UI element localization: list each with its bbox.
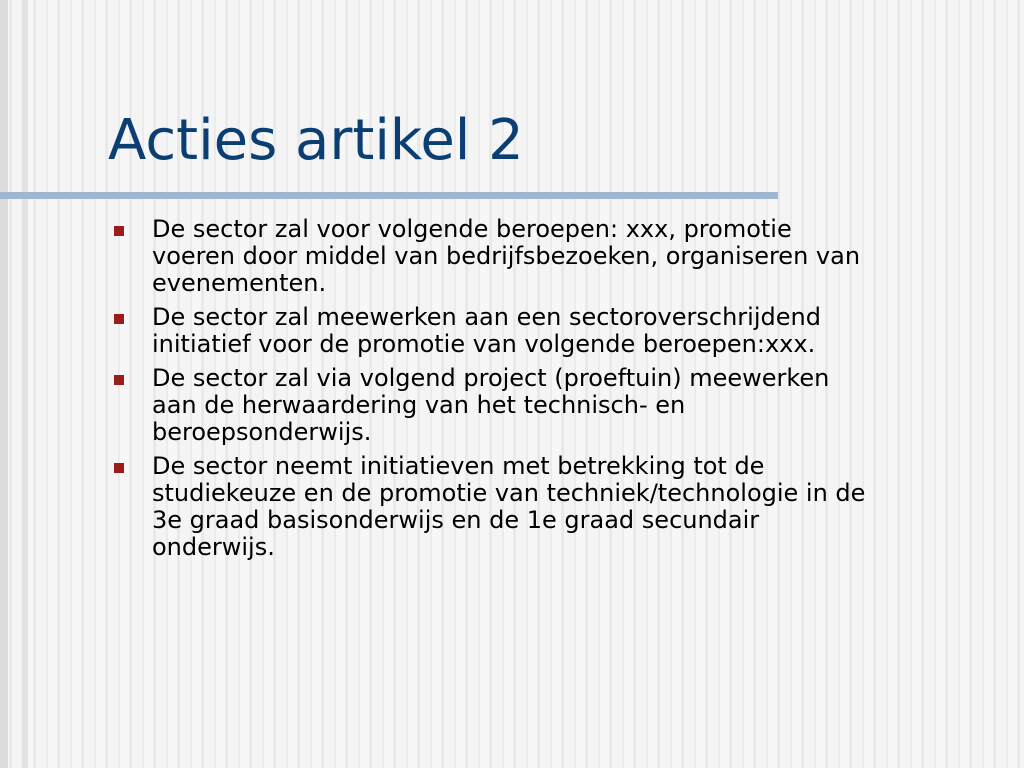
bullet-item-2 [112,304,1012,358]
square-bullet-icon [114,226,124,236]
bullet-text-line: De sector zal via volgend project (proeftuin) meewerken [152,364,830,392]
square-bullet-icon [114,314,124,324]
bullet-item-4 [112,453,1012,561]
bullet-text-line: studiekeuze en de promotie van techniek/technologie in de [152,479,866,507]
bullet-text-line: beroepsonderwijs. [152,418,372,446]
bullet-item-3 [112,365,1012,446]
bullet-list [112,216,1012,568]
bullet-text-line: De sector zal voor volgende beroepen: xxx, promotie [152,215,792,243]
bullet-text-line: De sector zal meewerken aan een sectoroverschrijdend [152,303,821,331]
bullet-text-line: 3e graad basisonderwijs en de 1e graad secundair [152,506,760,534]
bullet-text-line: aan de herwaardering van het technisch- en [152,391,686,419]
bullet-text-line: onderwijs. [152,533,275,561]
slide-title: Acties artikel 2 [108,108,524,173]
bullet-item-1 [112,216,1012,297]
square-bullet-icon [114,375,124,385]
bullet-text-line: voeren door middel van bedrijfsbezoeken, organiseren van [152,242,861,270]
bullet-text-line: evenementen. [152,269,327,297]
square-bullet-icon [114,463,124,473]
title-underline-rule [0,192,778,199]
bullet-text-line: De sector neemt initiatieven met betrekking tot de [152,452,765,480]
bullet-text-line: initiatief voor de promotie van volgende beroepen:xxx. [152,330,816,358]
